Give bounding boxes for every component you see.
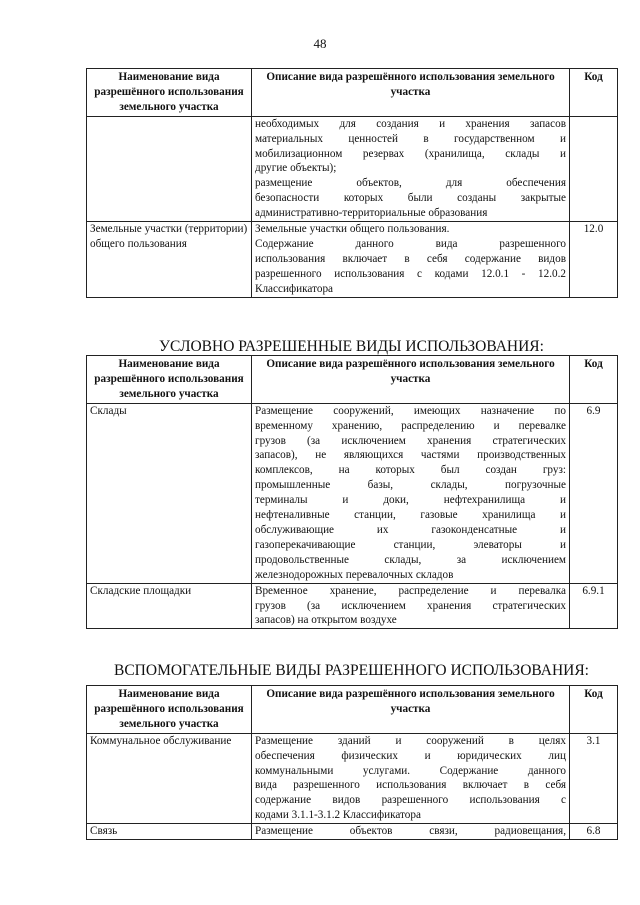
description-line: терминалы и доки, нефтехранилища и [255,494,566,507]
description-line: Временное хранение, распределение и перевалка [255,584,566,597]
header-description: Описание вида разрешённого использования земельного участка [252,356,570,404]
description-line: обеспечения физических и юридических лиц [255,749,566,762]
table-row [87,403,618,583]
row-code [570,116,618,221]
description-line: разрешенного использования с кодами 12.0.1 - 12.0.2 [255,267,566,280]
table-row [87,824,618,840]
description-line: административно-территориальные образования [255,207,488,220]
row-code: 6.9 [570,403,618,583]
table-row [87,222,618,298]
description-line: материальных ценностей в государственном и [255,132,566,145]
description-line: Размещение объектов связи, радиовещания, [255,825,566,838]
description-line: содержание видов разрешенного использования с [255,794,566,807]
table-header-row [87,69,618,117]
header-name: Наименование вида разрешённого использования земельного участка [87,356,252,404]
row-description [252,116,570,221]
description-line: кодами 3.1.1-3.1.2 Классификатора [255,809,421,822]
header-description: Описание вида разрешённого использования земельного участка [252,69,570,117]
description-line: нефтеналивные станции, газовые хранилища и [255,509,566,522]
header-code: Код [570,69,618,117]
description-line: безопасности которых были созданы закрытые [255,192,566,205]
row-code: 12.0 [570,222,618,298]
description-line: Классификатора [255,282,334,295]
row-description [252,403,570,583]
row-name: Складские площадки [87,583,252,629]
row-name: Земельные участки (территории) общего пользования [87,222,252,298]
description-line: промышленные базы, склады, погрузочные [255,479,566,492]
header-name: Наименование вида разрешённого использования земельного участка [87,69,252,117]
table-row [87,733,618,823]
row-description [252,583,570,629]
description-line: запасов) на открытом воздухе [255,614,397,627]
description-line: обслуживающие их газоконденсатные и [255,523,566,536]
description-line: запасов), не являющихся частями производственных [255,449,566,462]
description-line: другие объекты); [255,162,337,175]
row-description [252,824,570,840]
description-line: грузов (за исключением хранения стратегических [255,599,566,612]
description-line: мобилизационном резервах (хранилища, склады и [255,147,566,160]
conditional-uses-title: УСЛОВНО РАЗРЕШЕННЫЕ ВИДЫ ИСПОЛЬЗОВАНИЯ: [159,338,544,355]
row-name: Связь [87,824,252,840]
header-code: Код [570,356,618,404]
row-code: 6.9.1 [570,583,618,629]
description-line: использования включает в себя содержание видов [255,252,566,265]
description-line: газоперекачивающие станции, элеваторы и [255,538,566,551]
description-line: коммунальными услугами. Содержание данного [255,764,566,777]
description-line: размещение объектов, для обеспечения [255,177,566,190]
conditional-uses-table [86,355,618,629]
description-line: железнодорожных перевалочных складов [255,568,454,581]
description-line: продовольственные склады, за исключением [255,553,566,566]
description-line: Размещение сооружений, имеющих назначение по [255,404,566,417]
row-code: 3.1 [570,733,618,823]
row-name: Склады [87,403,252,583]
description-line: вида разрешенного использования включает в себя [255,779,566,792]
description-line: временному хранению, распределению и перевалке [255,419,566,432]
table-row [87,583,618,629]
header-code: Код [570,686,618,734]
page-number: 48 [313,36,327,51]
description-line: грузов (за исключением хранения стратегических [255,434,566,447]
auxiliary-uses-title: ВСПОМОГАТЕЛЬНЫЕ ВИДЫ РАЗРЕШЕННОГО ИСПОЛЬЗОВАНИЯ: [114,662,589,679]
row-description [252,222,570,298]
table-row [87,116,618,221]
auxiliary-uses-table [86,685,618,840]
description-line: Размещение зданий и сооружений в целях [255,734,566,747]
row-name [87,116,252,221]
header-name: Наименование вида разрешённого использования земельного участка [87,686,252,734]
row-name: Коммунальное обслуживание [87,733,252,823]
description-line: необходимых для создания и хранения запасов [255,117,566,130]
row-code: 6.8 [570,824,618,840]
main-permitted-uses-table [86,68,618,298]
header-description: Описание вида разрешённого использования земельного участка [252,686,570,734]
description-line: комплексов, на которых был создан груз: [255,464,566,477]
description-line: Земельные участки общего пользования. [255,223,450,236]
description-line: Содержание данного вида разрешенного [255,237,566,250]
table-header-row [87,356,618,404]
table-header-row [87,686,618,734]
row-description [252,733,570,823]
